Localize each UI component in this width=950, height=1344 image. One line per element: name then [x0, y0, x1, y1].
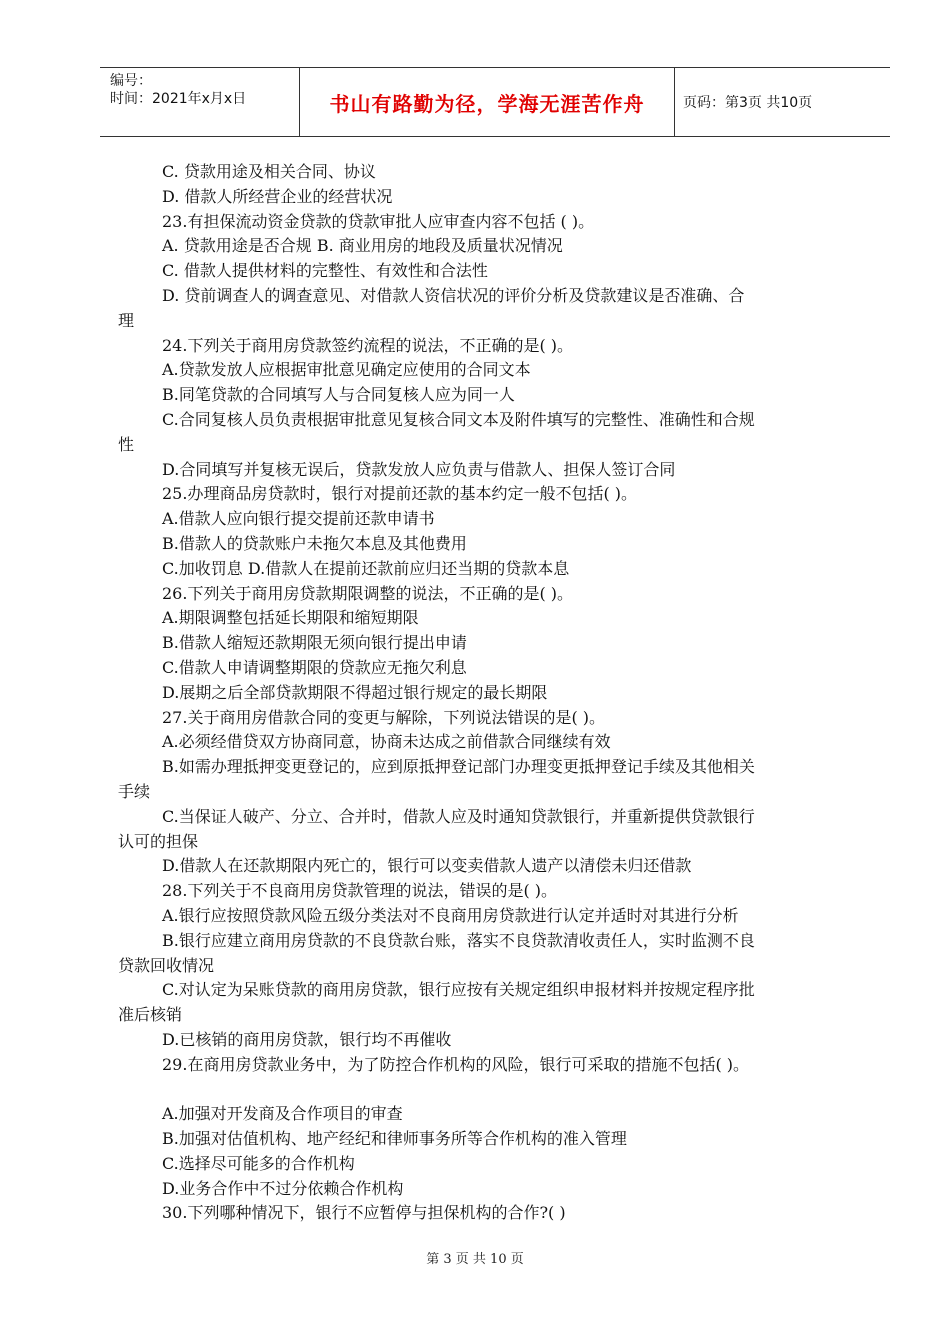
text-line: D. 贷前调查人的调查意见、对借款人资信状况的评价分析及贷款建议是否准确、合	[162, 285, 745, 305]
text-line: B.借款人缩短还款期限无须向银行提出申请	[162, 633, 467, 653]
text-line: D.业务合作中不过分依赖合作机构	[162, 1178, 404, 1198]
text-line: 30.下列哪种情况下，银行不应暂停与担保机构的合作?( )	[162, 1203, 566, 1223]
text-line: A.借款人应向银行提交提前还款申请书	[162, 509, 435, 529]
text-line	[118, 1077, 888, 1102]
text-line: 29.在商用房贷款业务中，为了防控合作机构的风险，银行可采取的措施不包括( )。	[162, 1054, 750, 1074]
text-line: C.选择尽可能多的合作机构	[162, 1153, 355, 1173]
text-line: A.必须经借贷双方协商同意，协商未达成之前借款合同继续有效	[162, 732, 611, 752]
text-line: B.借款人的贷款账户未拖欠本息及其他费用	[162, 533, 467, 553]
text-line: B.如需办理抵押变更登记的，应到原抵押登记部门办理变更抵押登记手续及其他相关	[162, 757, 755, 777]
text-line: 认可的担保	[118, 831, 199, 851]
text-line: 23.有担保流动资金贷款的贷款审批人应审查内容不包括 ( )。	[162, 211, 595, 231]
text-line: D.展期之后全部贷款期限不得超过银行规定的最长期限	[162, 682, 548, 702]
text-line: C. 贷款用途及相关合同、协议	[162, 162, 376, 181]
text-line: D.借款人在还款期限内死亡的，银行可以变卖借款人遗产以清偿未归还借款	[162, 856, 692, 876]
text-line: C.当保证人破产、分立、合并时，借款人应及时通知贷款银行，并重新提供贷款银行	[162, 806, 755, 826]
text-line: 28.下列关于不良商用房贷款管理的说法，错误的是( )。	[162, 881, 558, 901]
text-line: 手续	[118, 781, 151, 801]
page-footer: 第 3 页 共 10 页	[426, 1252, 524, 1267]
text-line: 24.下列关于商用房贷款签约流程的说法，不正确的是( )。	[162, 335, 574, 355]
text-line: 贷款回收情况	[118, 955, 215, 975]
text-line: C.借款人申请调整期限的贷款应无拖欠利息	[162, 657, 467, 677]
text-line: C.合同复核人员负责根据审批意见复核合同文本及附件填写的完整性、准确性和合规	[162, 409, 755, 429]
page-header	[100, 67, 890, 137]
text-line: A. 贷款用途是否合规 B. 商业用房的地段及质量状况情况	[162, 236, 563, 256]
header-time-label: 时间：2021年x月x日	[110, 91, 247, 107]
text-line: D. 借款人所经营企业的经营状况	[162, 186, 393, 206]
text-line: 27.关于商用房借款合同的变更与解除，下列说法错误的是( )。	[162, 707, 606, 727]
document-body	[118, 160, 888, 1226]
text-line: 26.下列关于商用房贷款期限调整的说法，不正确的是( )。	[162, 583, 574, 603]
text-line: A.加强对开发商及合作项目的审查	[162, 1104, 403, 1124]
text-line: B.同笔贷款的合同填写人与合同复核人应为同一人	[162, 385, 515, 405]
header-number-label: 编号：	[110, 73, 152, 89]
text-line: A.贷款发放人应根据审批意见确定应使用的合同文本	[162, 360, 531, 380]
text-line: B.银行应建立商用房贷款的不良贷款台账，落实不良贷款清收责任人，实时监测不良	[162, 930, 755, 950]
text-line: 准后核销	[118, 1005, 183, 1025]
text-line: C.加收罚息 D.借款人在提前还款前应归还当期的贷款本息	[162, 558, 570, 578]
text-line: 25.办理商品房贷款时，银行对提前还款的基本约定一般不包括( )。	[162, 484, 638, 504]
text-line: A.期限调整包括延长期限和缩短期限	[162, 608, 419, 628]
header-motto: 书山有路勤为径，学海无涯苦作舟	[300, 68, 675, 136]
text-line: C. 借款人提供材料的完整性、有效性和合法性	[162, 261, 488, 281]
text-line: A.银行应按照贷款风险五级分类法对不良商用房贷款进行认定并适时对其进行分析	[162, 905, 739, 925]
text-line: C.对认定为呆账贷款的商用房贷款，银行应按有关规定组织申报材料并按规定程序批	[162, 980, 755, 1000]
header-meta	[100, 68, 300, 136]
text-line: 性	[118, 434, 135, 454]
header-page-info: 页码：第3页 共10页	[683, 95, 813, 111]
text-line: 理	[118, 310, 135, 330]
text-line: D.合同填写并复核无误后，贷款发放人应负责与借款人、担保人签订合同	[162, 459, 676, 479]
text-line: B.加强对估值机构、地产经纪和律师事务所等合作机构的准入管理	[162, 1129, 627, 1149]
text-line: D.已核销的商用房贷款，银行均不再催收	[162, 1029, 452, 1049]
